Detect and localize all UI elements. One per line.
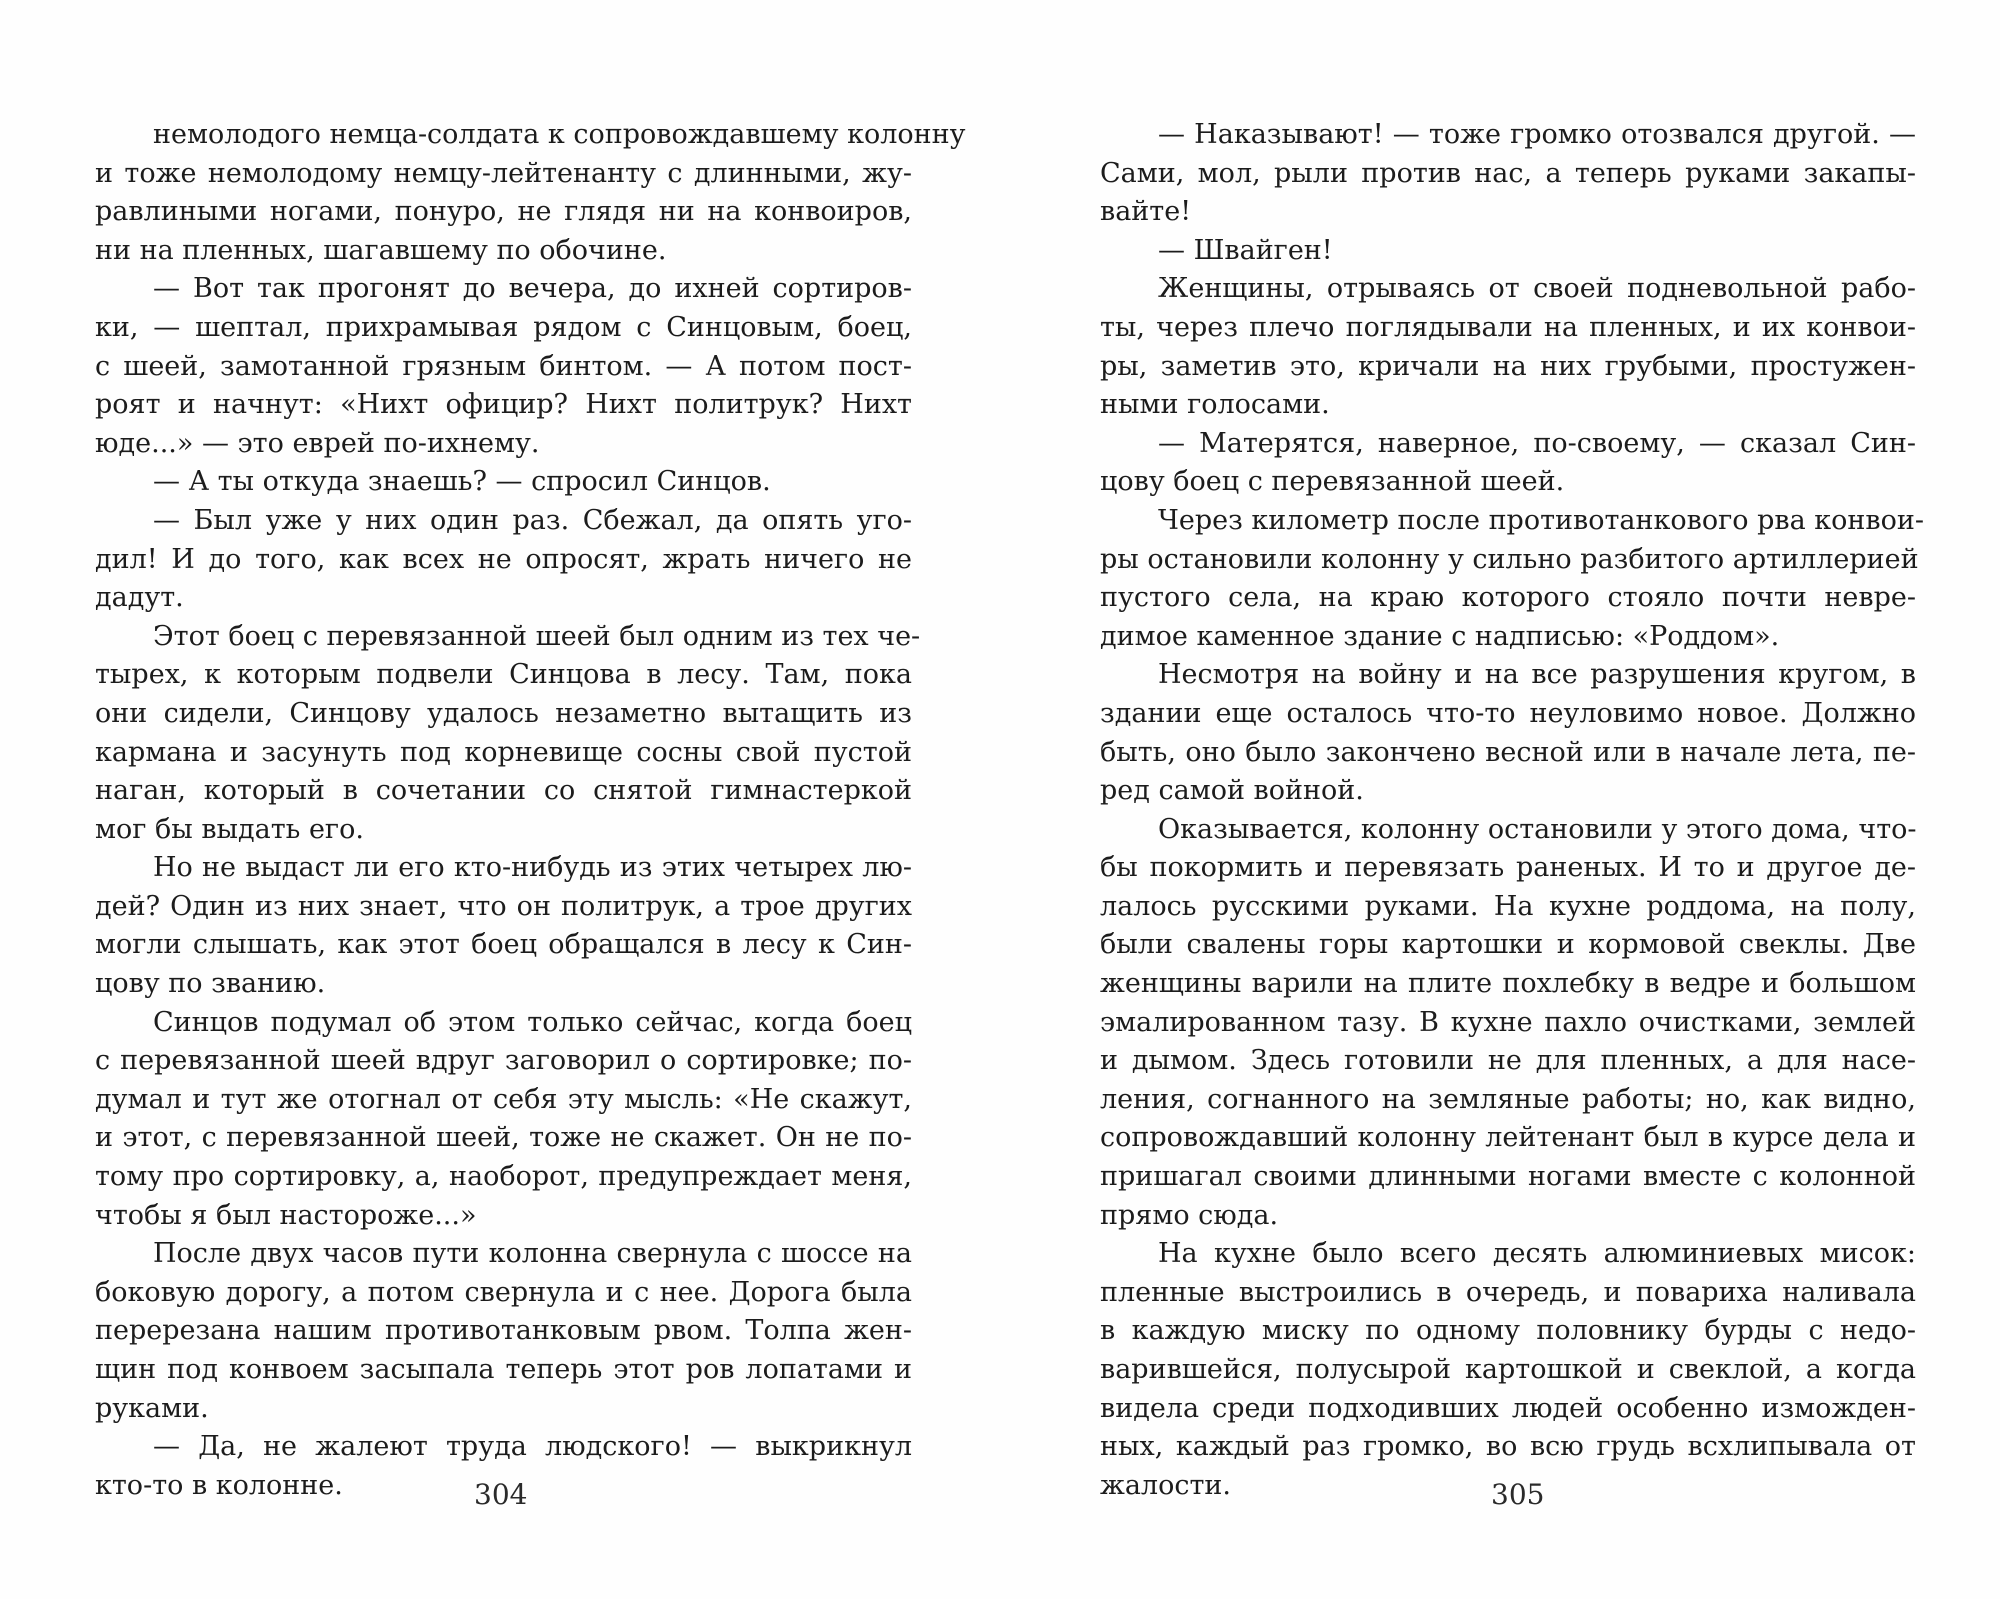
text-line: в каждую миску по одному половнику бурды с недо- (1100, 1315, 1916, 1347)
text-line: — Да, не жалеют труда людского! — выкрикнул (153, 1431, 912, 1463)
text-line: руками. (95, 1392, 209, 1424)
paragraph (95, 1235, 912, 1428)
text-line: — Вот так прогонят до вечера, до ихней сортиров- (153, 273, 912, 305)
right-page (1100, 116, 1924, 1505)
text-line: тому про сортировку, а, наоборот, предупреждает меня, (95, 1161, 912, 1193)
paragraph (1100, 502, 1924, 656)
text-line: дей? Один из них знает, что он политрук, а трое других (95, 890, 912, 922)
text-line: равлиными ногами, понуро, не глядя ни на конвоиров, (95, 196, 912, 228)
text-line: Этот боец с перевязанной шеей был одним из тех че- (153, 620, 921, 652)
text-line: димое каменное здание с надписью: «Роддом». (1100, 620, 1780, 652)
text-line: боковую дорогу, а потом свернула и с нее. Дорога была (95, 1276, 912, 1308)
text-line: — А ты откуда знаешь? — спросил Синцов. (153, 466, 771, 498)
text-line: Женщины, отрываясь от своей подневольной рабо- (1158, 273, 1916, 305)
text-line: перерезана нашим противотанковым рвом. Толпа жен- (95, 1315, 912, 1347)
text-line: Сами, мол, рыли против нас, а теперь руками закапы- (1100, 157, 1916, 189)
text-line: ред самой войной. (1100, 775, 1364, 807)
text-line: с шеей, замотанной грязным бинтом. — А потом пост- (95, 350, 912, 382)
text-line: Через километр после противотанкового рва конвои- (1158, 504, 1924, 536)
text-line: — Был уже у них один раз. Сбежал, да опять уго- (153, 504, 912, 536)
text-line: — Наказывают! — тоже громко отозвался другой. — (1158, 119, 1916, 150)
text-line: Несмотря на войну и на все разрушения кругом, в (1158, 659, 1916, 691)
paragraph (95, 463, 912, 502)
paragraph (95, 116, 966, 270)
text-line: думал и тут же отогнал от себя эту мысль: «Не скажут, (95, 1083, 912, 1115)
text-line: роят и начнут: «Нихт официр? Нихт политрук? Нихт (95, 389, 912, 421)
text-line: и дымом. Здесь готовили не для пленных, а для насе- (1100, 1045, 1916, 1077)
text-line: и этот, с перевязанной шеей, тоже не скажет. Он не по- (95, 1122, 912, 1154)
text-line: мог бы выдать его. (95, 813, 364, 845)
page-number-left: 304 (474, 1478, 528, 1511)
text-line: пустого села, на краю которого стояло почти невре- (1100, 582, 1916, 614)
paragraph (1100, 425, 1916, 502)
text-line: Но не выдаст ли его кто-нибудь из этих четырех лю- (153, 852, 912, 884)
text-line: жалости. (1100, 1469, 1231, 1501)
paragraph (1100, 116, 1916, 232)
text-line: они сидели, Синцову удалось незаметно вытащить из (95, 697, 912, 729)
paragraph (1100, 656, 1916, 810)
text-line: дадут. (95, 582, 184, 614)
text-line: ни на пленных, шагавшему по обочине. (95, 234, 667, 266)
text-line: вайте! (1100, 196, 1192, 228)
text-line: кармана и засунуть под корневище сосны свой пустой (95, 736, 912, 768)
text-line: На кухне было всего десять алюминиевых мисок: (1158, 1238, 1916, 1270)
text-line: Синцов подумал об этом только сейчас, когда боец (153, 1006, 912, 1038)
text-line: пленные выстроились в очередь, и повариха наливала (1100, 1276, 1916, 1308)
paragraph (1100, 1235, 1916, 1505)
text-line: ления, согнанного на земляные работы; но, как видно, (1100, 1083, 1916, 1115)
text-line: — Швайген! (1158, 234, 1333, 266)
text-line: и тоже немолодому немцу-лейтенанту с длинными, жу- (95, 157, 912, 189)
text-line: цову боец с перевязанной шеей. (1100, 466, 1565, 498)
text-line: быть, оно было закончено весной или в начале лета, пе- (1100, 736, 1916, 768)
paragraph (1100, 270, 1916, 424)
text-line: чтобы я был настороже...» (95, 1199, 477, 1231)
text-line: сопровождавший колонну лейтенант был в курсе дела и (1100, 1122, 1916, 1154)
text-line: ры, заметив это, кричали на них грубыми, простужен- (1100, 350, 1916, 382)
text-line: с перевязанной шеей вдруг заговорил о сортировке; по- (95, 1045, 912, 1077)
paragraph (95, 618, 921, 850)
text-line: Оказывается, колонну остановили у этого дома, что- (1158, 813, 1917, 845)
text-line: ных, каждый раз громко, во всю грудь всхлипывала от (1100, 1431, 1916, 1463)
text-line: юде...» — это еврей по-ихнему. (95, 427, 540, 459)
text-line: наган, который в сочетании со снятой гимнастеркой (95, 775, 912, 807)
text-line: видела среди подходивших людей особенно изможден- (1100, 1392, 1916, 1424)
text-line: могли слышать, как этот боец обращался в лесу к Син- (95, 929, 912, 961)
paragraph (95, 1004, 912, 1236)
text-line: были свалены горы картошки и кормовой свеклы. Две (1100, 929, 1916, 961)
text-line: ки, — шептал, прихрамывая рядом с Синцовым, боец, (95, 311, 912, 343)
paragraph (95, 270, 912, 463)
page-number-right: 305 (1491, 1478, 1545, 1511)
text-line: лалось русскими руками. На кухне роддома, на полу, (1100, 890, 1916, 922)
text-line: тырех, к которым подвели Синцова в лесу. Там, пока (95, 659, 912, 691)
text-line: варившейся, полусырой картошкой и свеклой, а когда (1100, 1354, 1916, 1385)
text-line: щин под конвоем засыпала теперь этот ров лопатами и (95, 1354, 912, 1385)
paragraph (95, 849, 912, 1003)
text-line: — Матерятся, наверное, по-своему, — сказал Син- (1158, 427, 1916, 459)
text-line: пришагал своими длинными ногами вместе с колонной (1100, 1161, 1916, 1193)
paragraph (1100, 811, 1916, 1236)
text-line: прямо сюда. (1100, 1199, 1279, 1231)
text-line: ными голосами. (1100, 389, 1330, 421)
text-line: женщины варили на плите похлебку в ведре и большом (1100, 968, 1916, 1000)
text-line: эмалированном тазу. В кухне пахло очистками, землей (1100, 1006, 1916, 1038)
text-line: здании еще осталось что-то неуловимо новое. Должно (1100, 697, 1916, 729)
text-line: немолодого немца-солдата к сопровождавшему колонну (153, 119, 966, 150)
text-line: ты, через плечо поглядывали на пленных, и их конвои- (1100, 311, 1916, 343)
text-line: ры остановили колонну у сильно разбитого артиллерией (1100, 543, 1919, 575)
paragraph (1100, 232, 1916, 271)
text-line: кто-то в колонне. (95, 1469, 343, 1501)
text-line: бы покормить и перевязать раненых. И то и другое де- (1100, 852, 1916, 884)
text-line: дил! И до того, как всех не опросят, жрать ничего не (95, 543, 912, 575)
text-line: После двух часов пути колонна свернула с шоссе на (153, 1238, 912, 1270)
paragraph (95, 502, 912, 618)
text-line: цову по званию. (95, 968, 326, 1000)
left-page (95, 116, 966, 1505)
